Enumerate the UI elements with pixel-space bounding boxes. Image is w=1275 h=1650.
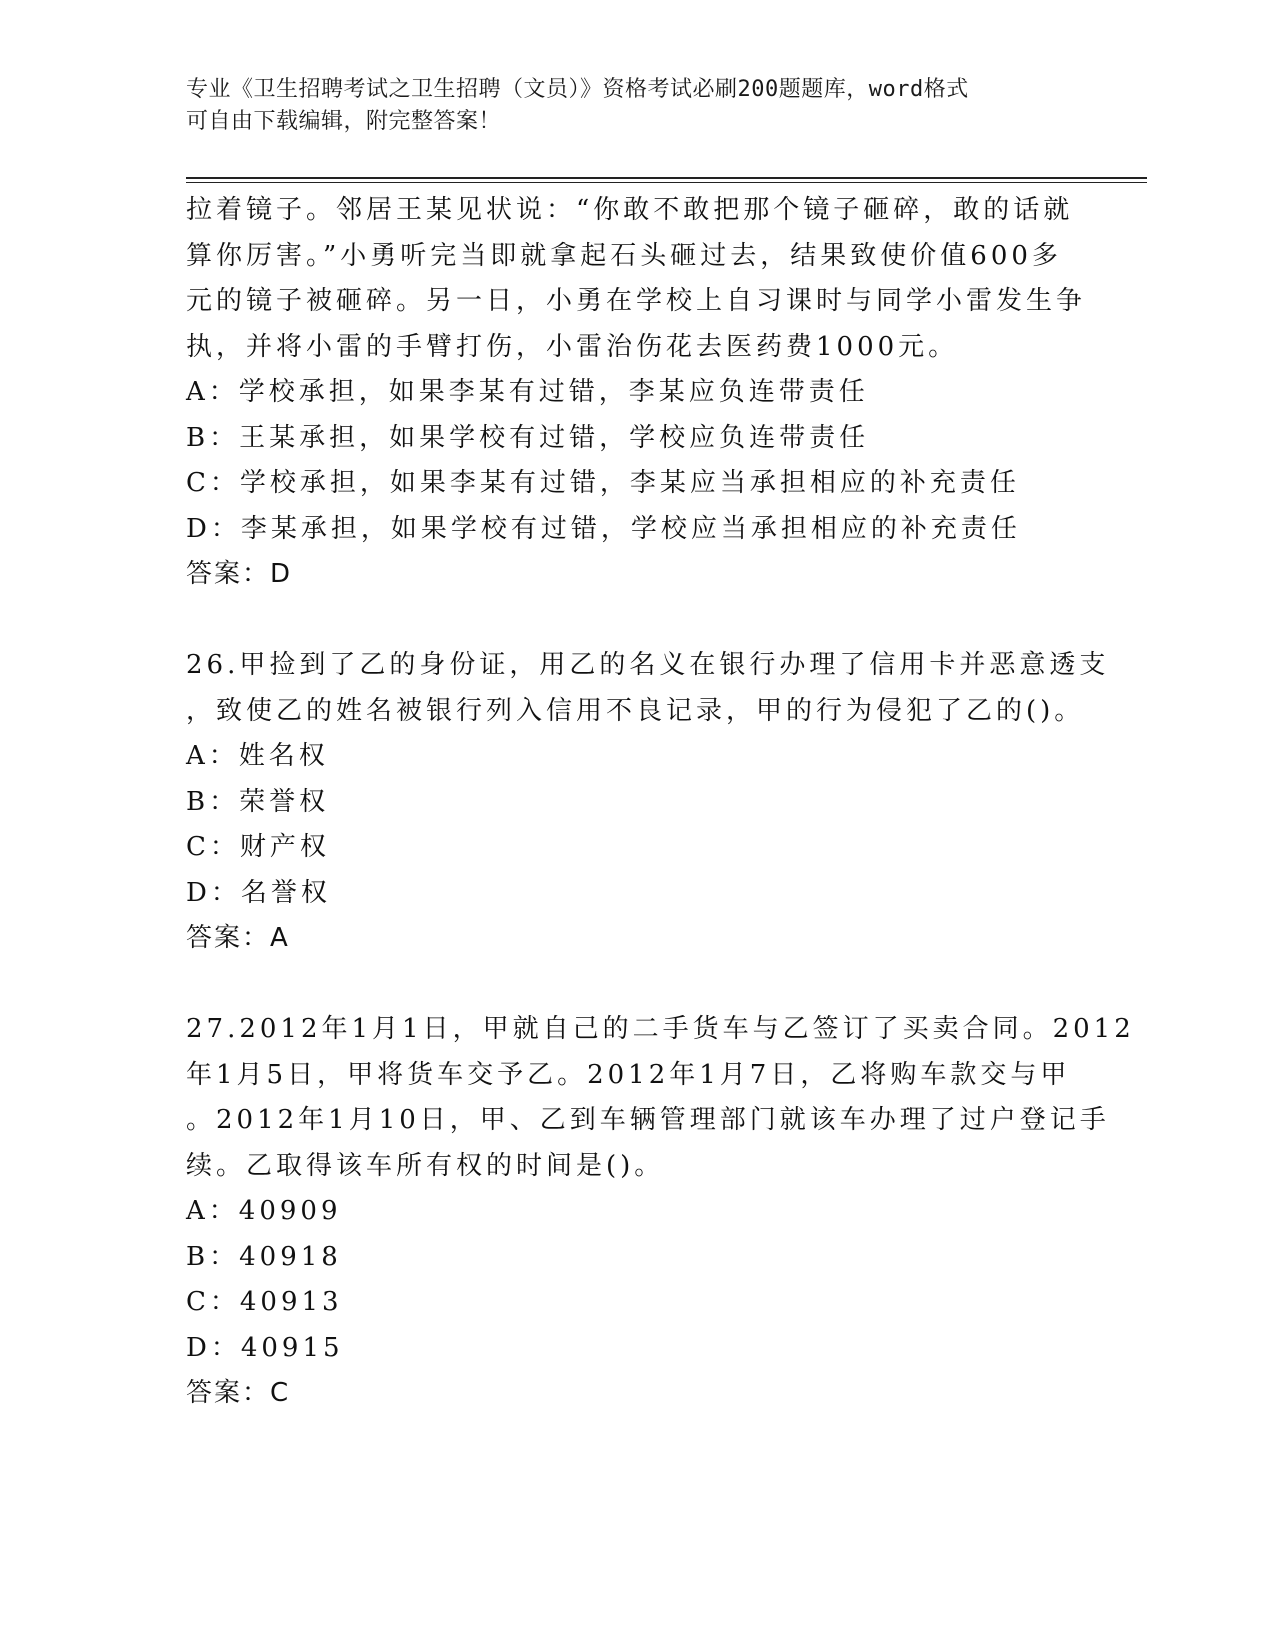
question-text-line: 元的镜子被砸碎。另一日，小勇在学校上自习课时与同学小雷发生争	[186, 286, 1087, 316]
spacer	[186, 962, 1116, 1008]
answer-line: 答案：A	[186, 923, 290, 953]
header-divider-thin	[186, 182, 1147, 183]
question-text-line: 26.甲捡到了乙的身份证，用乙的名义在银行办理了信用卡并恶意透支	[186, 650, 1110, 680]
option-a: A：学校承担，如果李某有过错，李某应负连带责任	[186, 377, 869, 407]
option-b: B：荣誉权	[186, 786, 330, 817]
header-divider-thick	[186, 177, 1147, 179]
answer-line: 答案：D	[186, 559, 293, 589]
option-a: A：姓名权	[186, 741, 329, 771]
question-text-line: 。2012年1月10日，甲、乙到车辆管理部门就该车办理了过户登记手	[186, 1105, 1110, 1135]
option-a: A：40909	[186, 1196, 342, 1226]
option-d: D：名誉权	[186, 877, 331, 908]
question-25	[186, 188, 1116, 598]
question-text-line: 27.2012年1月1日，甲就自己的二手货车与乙签订了买卖合同。2012	[186, 1014, 1135, 1044]
question-27	[186, 1007, 1135, 1417]
question-26	[186, 643, 1116, 962]
question-text-line: 拉着镜子。邻居王某见状说：“你敢不敢把那个镜子砸碎，敢的话就	[186, 195, 1074, 225]
question-text-line: 续。乙取得该车所有权的时间是()。	[186, 1150, 665, 1181]
option-d: D：李某承担，如果学校有过错，学校应当承担相应的补充责任	[186, 513, 1021, 544]
header-line-1: 专业《卫生招聘考试之卫生招聘（文员）》资格考试必刷200题题库，word格式	[186, 77, 969, 102]
option-b: B：王某承担，如果学校有过错，学校应负连带责任	[186, 422, 870, 453]
document-body	[186, 188, 1135, 1417]
question-text-line: ，致使乙的姓名被银行列入信用不良记录，甲的行为侵犯了乙的()。	[186, 695, 1085, 726]
option-c: C：40913	[186, 1287, 343, 1317]
question-text-line: 年1月5日，甲将货车交予乙。2012年1月7日，乙将购车款交与甲	[186, 1059, 1071, 1090]
question-text-line: 执，并将小雷的手臂打伤，小雷治伤花去医药费1000元。	[186, 331, 959, 362]
document-header	[186, 74, 1066, 138]
question-text-line: 算你厉害。”小勇听完当即就拿起石头砸过去，结果致使价值600多	[186, 240, 1062, 271]
header-line-2: 可自由下载编辑，附完整答案！	[186, 109, 502, 134]
answer-line: 答案：C	[186, 1378, 291, 1408]
spacer	[186, 598, 1116, 644]
option-d: D：40915	[186, 1332, 344, 1363]
option-b: B：40918	[186, 1241, 342, 1272]
option-c: C：财产权	[186, 832, 330, 862]
option-c: C：学校承担，如果李某有过错，李某应当承担相应的补充责任	[186, 468, 1020, 498]
